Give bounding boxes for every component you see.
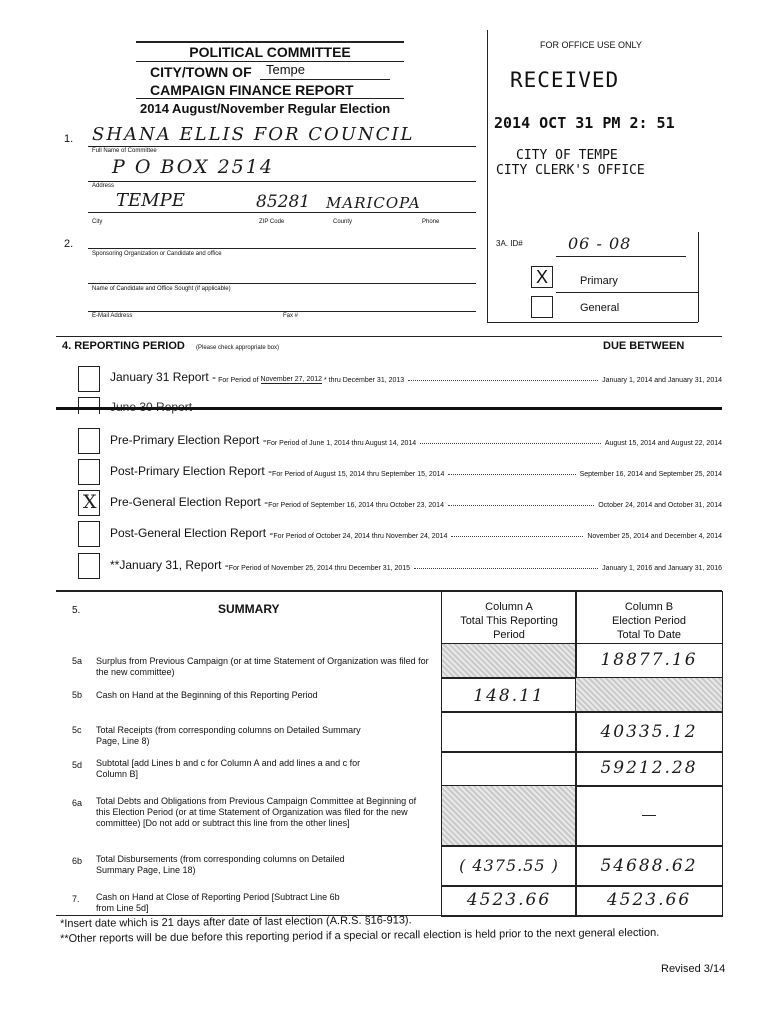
row-value-b: 54688.62 [600, 856, 698, 876]
report-period-prefix: For Period of [218, 377, 259, 384]
row-6a-col-b [575, 785, 723, 847]
report-check-mark: X [83, 491, 97, 513]
row-5b-col-b [575, 677, 723, 713]
report-row-jan31 [110, 370, 722, 384]
report-checkbox-postprimary[interactable] [78, 459, 100, 485]
summary-number: 5. [72, 605, 81, 616]
row-5a-col-b [575, 643, 723, 679]
email-label: E-Mail Address [92, 313, 133, 319]
general-label: General [580, 302, 620, 314]
city-line-rule [88, 212, 476, 213]
office-use-label: FOR OFFICE USE ONLY [540, 40, 642, 50]
report-period: For Period of September 16, 2014 thru October 23, 2014 [268, 502, 444, 509]
section2-number: 2. [64, 238, 74, 250]
section4-top-rule [56, 336, 722, 337]
summary-title: SUMMARY [218, 602, 280, 616]
stamp-clerk: CITY CLERK'S OFFICE [496, 163, 645, 178]
report-name: Pre-Primary Election Report - [110, 433, 267, 447]
row-5d-col-a [441, 751, 577, 787]
row-id: 5a [72, 656, 83, 666]
committee-name-label: Full Name of Committee [92, 148, 157, 154]
report-filled-date: November 27, 2012 [260, 376, 323, 383]
row-label: Total Disbursements (from corresponding columns on Detailed Summary Page, Line 18) [96, 854, 345, 875]
row-label: Total Receipts (from corresponding columns on Detailed Summary Page, Line 8) [96, 725, 361, 746]
report-checkbox-jan31[interactable] [78, 366, 100, 392]
committee-name-value: SHANA ELLIS FOR COUNCIL [92, 124, 415, 145]
row-5b-col-a [441, 677, 577, 713]
report-period: For Period of August 15, 2014 thru September 15, 2014 [272, 471, 445, 478]
row-value-b: 18877.16 [600, 650, 698, 670]
row-id: 7. [72, 894, 80, 904]
section1-number: 1. [64, 133, 74, 145]
stamp-received: RECEIVED [510, 68, 620, 92]
row-7-col-b [575, 885, 723, 917]
report-checkbox-jan31-2016[interactable] [78, 553, 100, 579]
strike-rule [56, 407, 722, 410]
sponsor-rule [88, 248, 476, 249]
row-value-b: — [642, 806, 656, 822]
leader-dots [420, 443, 601, 444]
report-rule [136, 98, 404, 99]
report-checkbox-preprimary[interactable] [78, 428, 100, 454]
stamp-city: CITY OF TEMPE [516, 148, 618, 163]
report-row-postgeneral [110, 526, 722, 540]
row-value-b: 40335.12 [600, 722, 698, 742]
column-a-header [441, 591, 577, 644]
header-top-rule [136, 41, 404, 43]
county-label: County [333, 219, 353, 225]
committee-rule [88, 146, 476, 147]
report-name: January 31 Report - [110, 370, 217, 384]
row-label: Cash on Hand at Close of Reporting Period [Subtract Line 6b from Line 5d] [96, 892, 340, 913]
office-divider [487, 30, 488, 322]
office-right-rule [698, 232, 699, 322]
candidate-label: Name of Candidate and Office Sought (if applicable) [92, 286, 231, 292]
row-id: 5b [72, 690, 83, 700]
city-value-hw: TEMPE [116, 190, 185, 211]
row-label: Surplus from Previous Campaign (or at time Statement of Organization was filed for the new committee) [96, 656, 429, 677]
row-5c-col-b [575, 711, 723, 753]
report-title: CAMPAIGN FINANCE REPORT [150, 82, 354, 98]
candidate-rule [88, 283, 476, 284]
row-7-col-a [441, 885, 577, 917]
election-title: 2014 August/November Regular Election [140, 101, 391, 116]
row-5a-col-a [441, 643, 577, 679]
row-5c-col-a [441, 711, 577, 753]
row-label: Total Debts and Obligations from Previous Campaign Committee at Beginning of this Election Period (or at time Statement of Organization was filed for the new committee) [Do not add or subtract this line from the other lines] [96, 796, 417, 828]
report-row-jan31-2016 [110, 558, 722, 572]
report-row-preprimary [110, 433, 722, 447]
report-checkbox-postgeneral[interactable] [78, 521, 100, 547]
address-value: P O BOX 2514 [112, 156, 274, 178]
report-due: November 25, 2014 and December 4, 2014 [587, 533, 722, 540]
report-due: January 1, 2016 and January 31, 2016 [602, 565, 722, 572]
column-a-title: Column A Total This Reporting Period [460, 601, 558, 641]
report-row-postprimary [110, 464, 722, 478]
id-value: 06 - 08 [568, 234, 632, 253]
primary-checkbox[interactable] [531, 266, 553, 288]
row-id: 5d [72, 760, 83, 770]
row-value-a: ( 4375.55 ) [459, 856, 559, 875]
city-rule [260, 79, 390, 80]
report-due: September 16, 2014 and September 25, 2014 [579, 471, 722, 478]
email-rule [88, 311, 476, 312]
report-period: * thru December 31, 2013 [324, 377, 405, 384]
report-due: October 24, 2014 and October 31, 2014 [598, 502, 722, 509]
zip-value: 85281 [256, 192, 311, 212]
leader-dots [448, 474, 575, 475]
row-id: 5c [72, 725, 82, 735]
report-due: August 15, 2014 and August 22, 2014 [604, 440, 722, 447]
leader-dots [414, 568, 598, 569]
row-value-a: 148.11 [473, 686, 545, 706]
report-due: January 1, 2014 and January 31, 2014 [602, 377, 722, 384]
row-5d-col-b [575, 751, 723, 787]
column-b-header [575, 591, 723, 644]
city-field-label: City [92, 219, 103, 225]
row-value-b: 4523.66 [606, 890, 692, 910]
row-label: Subtotal [add Lines b and c for Column A and add lines a and c for Column B] [96, 758, 361, 779]
leader-dots [451, 536, 583, 537]
city-value: Tempe [266, 62, 306, 77]
leader-dots [448, 505, 594, 506]
report-period: For Period of October 24, 2014 thru November 24, 2014 [273, 533, 448, 540]
sponsor-label: Sponsoring Organization or Candidate and office [92, 251, 222, 257]
zip-label: ZIP Code [259, 219, 285, 225]
report-checkbox-jun30[interactable] [78, 397, 100, 414]
stamp-date: 2014 OCT 31 PM 2: 51 [494, 114, 675, 132]
report-name: **January 31, Report - [110, 558, 229, 572]
footnote-other-reports: **Other reports will be due before this reporting period if a special or recall election is held prior to the next general election. [60, 926, 660, 945]
column-b-title: Column B Election Period Total To Date [612, 601, 686, 641]
phone-label: Phone [422, 219, 440, 225]
report-period: For Period of November 25, 2014 thru December 31, 2015 [228, 565, 411, 572]
id-label: 3A. ID# [496, 239, 523, 248]
general-checkbox[interactable] [531, 296, 553, 318]
address-label: Address [92, 183, 115, 189]
row-label: Cash on Hand at the Beginning of this Reporting Period [96, 690, 318, 700]
row-6b-col-b [575, 845, 723, 887]
footnote-insert-date: *Insert date which is 21 days after date of last election (A.R.S. §16-913). [60, 914, 412, 930]
primary-rule [556, 292, 698, 293]
leader-dots [408, 380, 598, 381]
report-name-jun30: June 30 Report - [110, 400, 200, 414]
row-value-b: 59212.28 [600, 758, 698, 778]
row-id: 6a [72, 798, 83, 808]
row-value-a: 4523.66 [466, 890, 552, 910]
primary-label: Primary [580, 275, 618, 287]
report-row-pregeneral [110, 495, 722, 509]
report-name: Post-General Election Report - [110, 526, 274, 540]
reporting-period-note: (Please check appropriate box) [196, 345, 280, 351]
office-bottom-rule [487, 322, 698, 323]
report-period: For Period of June 1, 2014 thru August 14, 2014 [266, 440, 417, 447]
row-6b-col-a [441, 845, 577, 887]
id-rule [556, 256, 686, 257]
revised-label: Revised 3/14 [661, 963, 726, 975]
city-label: CITY/TOWN OF [150, 64, 252, 80]
report-name: Pre-General Election Report - [110, 495, 269, 509]
report-name: Post-Primary Election Report - [110, 464, 273, 478]
reporting-period-title: 4. REPORTING PERIOD [62, 340, 185, 352]
row-6a-col-a [441, 785, 577, 847]
due-between-title: DUE BETWEEN [603, 340, 685, 352]
report-checkbox-pregeneral[interactable] [78, 490, 100, 516]
address-rule [88, 181, 476, 182]
primary-check-mark: X [535, 267, 548, 287]
county-value: MARICOPA [326, 194, 421, 212]
row-id: 6b [72, 856, 83, 866]
form-title: POLITICAL COMMITTEE [189, 44, 351, 60]
fax-label: Fax # [283, 313, 299, 319]
